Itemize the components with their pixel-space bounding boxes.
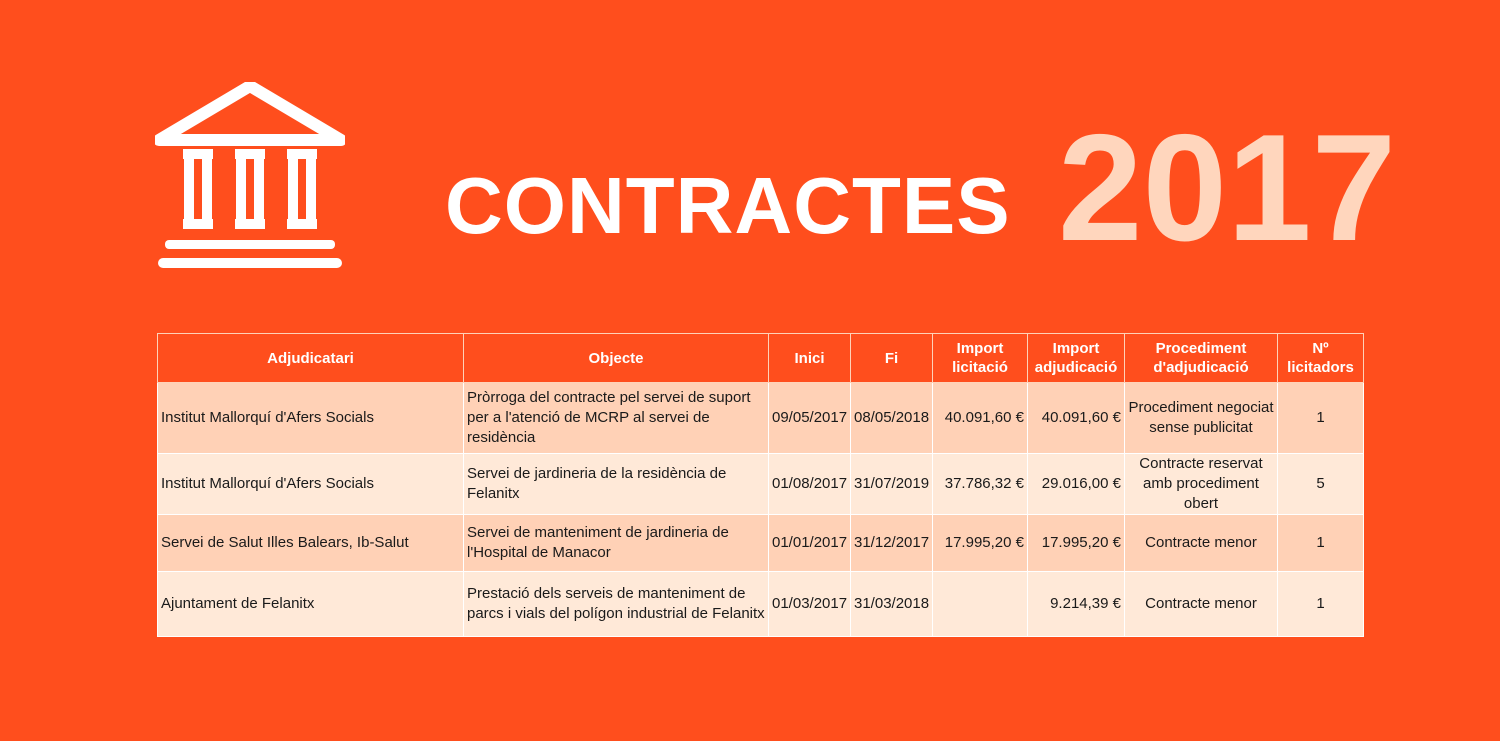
cell-procediment: Procediment negociat sense publicitat <box>1125 383 1278 454</box>
cell-licitadors: 1 <box>1278 572 1364 637</box>
cell-import-licitacio <box>933 572 1028 637</box>
cell-adjudicatari: Servei de Salut Illes Balears, Ib-Salut <box>158 515 464 572</box>
column-header-licitadors: Nº licitadors <box>1278 334 1364 383</box>
cell-inici: 01/08/2017 <box>769 454 851 515</box>
cell-objecte: Servei de jardineria de la residència de Felanitx <box>464 454 769 515</box>
cell-procediment: Contracte menor <box>1125 515 1278 572</box>
page-title: CONTRACTES <box>445 161 1011 250</box>
cell-fi: 08/05/2018 <box>851 383 933 454</box>
cell-import-licitacio: 17.995,20 € <box>933 515 1028 572</box>
cell-procediment: Contracte menor <box>1125 572 1278 637</box>
column-header-adjudicatari: Adjudicatari <box>158 334 464 383</box>
table-row <box>158 515 1364 572</box>
cell-licitadors: 1 <box>1278 383 1364 454</box>
cell-procediment: Contracte reservat amb procediment obert <box>1125 454 1278 515</box>
cell-import-licitacio: 37.786,32 € <box>933 454 1028 515</box>
column-header-import-licitacio: Import licitació <box>933 334 1028 383</box>
cell-adjudicatari: Ajuntament de Felanitx <box>158 572 464 637</box>
cell-inici: 01/03/2017 <box>769 572 851 637</box>
bank-icon <box>155 82 345 272</box>
cell-objecte: Pròrroga del contracte pel servei de suport per a l'atenció de MCRP al servei de residència <box>464 383 769 454</box>
cell-inici: 01/01/2017 <box>769 515 851 572</box>
title-year: 2017 <box>1058 103 1397 273</box>
cell-objecte: Servei de manteniment de jardineria de l'Hospital de Manacor <box>464 515 769 572</box>
cell-import-adjudicacio: 29.016,00 € <box>1028 454 1125 515</box>
column-header-fi: Fi <box>851 334 933 383</box>
column-header-import-adjudicacio: Import adjudicació <box>1028 334 1125 383</box>
cell-import-adjudicacio: 17.995,20 € <box>1028 515 1125 572</box>
cell-adjudicatari: Institut Mallorquí d'Afers Socials <box>158 454 464 515</box>
cell-licitadors: 5 <box>1278 454 1364 515</box>
cell-import-adjudicacio: 40.091,60 € <box>1028 383 1125 454</box>
cell-adjudicatari: Institut Mallorquí d'Afers Socials <box>158 383 464 454</box>
column-header-procediment: Procediment d'adjudicació <box>1125 334 1278 383</box>
table-row <box>158 383 1364 454</box>
cell-fi: 31/03/2018 <box>851 572 933 637</box>
contracts-table <box>157 333 1364 637</box>
table-row <box>158 572 1364 637</box>
cell-import-adjudicacio: 9.214,39 € <box>1028 572 1125 637</box>
column-header-objecte: Objecte <box>464 334 769 383</box>
table-header-row <box>158 334 1364 383</box>
cell-import-licitacio: 40.091,60 € <box>933 383 1028 454</box>
cell-objecte: Prestació dels serveis de manteniment de parcs i vials del polígon industrial de Felanitx <box>464 572 769 637</box>
column-header-inici: Inici <box>769 334 851 383</box>
cell-fi: 31/12/2017 <box>851 515 933 572</box>
cell-licitadors: 1 <box>1278 515 1364 572</box>
cell-fi: 31/07/2019 <box>851 454 933 515</box>
table-row <box>158 454 1364 515</box>
cell-inici: 09/05/2017 <box>769 383 851 454</box>
